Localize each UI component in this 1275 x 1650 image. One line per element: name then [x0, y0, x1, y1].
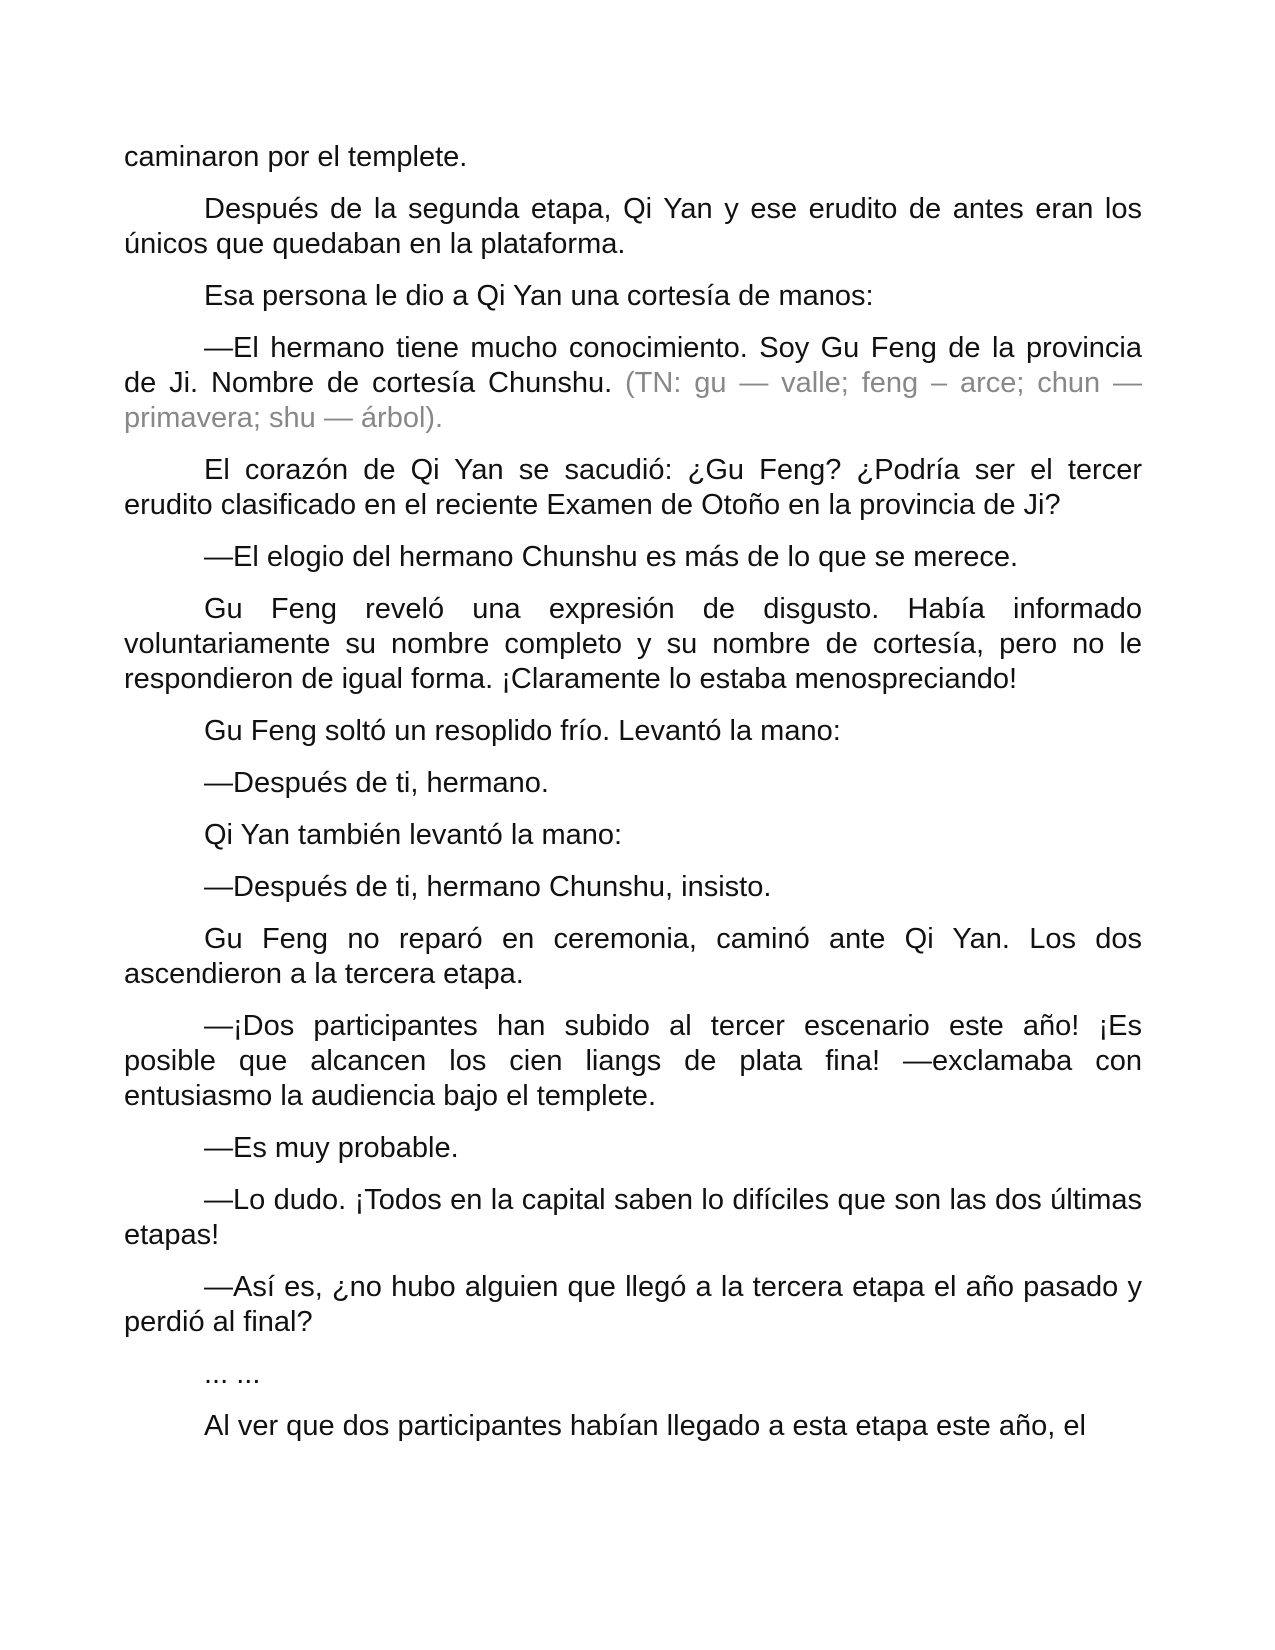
paragraph — [124, 766, 1142, 801]
paragraph-text: —Es muy probable. — [204, 1132, 459, 1164]
paragraph-text: —Después de ti, hermano. — [204, 767, 549, 799]
paragraph — [124, 453, 1142, 523]
paragraph — [124, 1131, 1142, 1166]
paragraph — [124, 1409, 1142, 1444]
paragraph — [124, 1270, 1142, 1340]
paragraph-text: Gu Feng reveló una expresión de disgusto. Había informado voluntariamente su nombre completo y su nombre de cortesía, pero no le respondieron de igual forma. ¡Claramente lo estaba menospreciando! — [124, 593, 1142, 695]
paragraph-text: —El elogio del hermano Chunshu es más de lo que se merece. — [204, 541, 1019, 573]
paragraph-text: El corazón de Qi Yan se sacudió: ¿Gu Feng? ¿Podría ser el tercer erudito clasificado en el reciente Examen de Otoño en la provincia de Ji? — [124, 454, 1142, 521]
paragraph-text: —El hermano tiene mucho conocimiento. Soy Gu Feng de la provincia de Ji. Nombre de cortesía Chunshu. — [124, 332, 1142, 399]
paragraph — [124, 592, 1142, 697]
paragraph — [124, 714, 1142, 749]
paragraph-text: —¡Dos participantes han subido al tercer escenario este año! ¡Es posible que alcancen los cien liangs de plata fina! —exclamaba con entusiasmo la audiencia bajo el templete. — [124, 1010, 1142, 1112]
paragraph — [124, 192, 1142, 262]
paragraph — [124, 1357, 1142, 1392]
paragraph-text: ... ... — [204, 1358, 261, 1390]
paragraph-text: Al ver que dos participantes habían llegado a esta etapa este año, el — [204, 1410, 1086, 1442]
paragraph — [124, 279, 1142, 314]
paragraph-text: Gu Feng no reparó en ceremonia, caminó ante Qi Yan. Los dos ascendieron a la tercera etapa. — [124, 923, 1142, 990]
paragraph — [124, 140, 1142, 175]
paragraph — [124, 331, 1142, 436]
paragraph-text: Gu Feng soltó un resoplido frío. Levantó la mano: — [204, 715, 841, 747]
paragraph — [124, 1009, 1142, 1114]
document-page — [124, 140, 1142, 1461]
paragraph-text: Después de la segunda etapa, Qi Yan y ese erudito de antes eran los únicos que quedaban en la plataforma. — [124, 193, 1142, 260]
paragraph-text: —Lo dudo. ¡Todos en la capital saben lo difíciles que son las dos últimas etapas! — [124, 1184, 1142, 1251]
paragraph-text: —Después de ti, hermano Chunshu, insisto. — [204, 871, 772, 903]
paragraph — [124, 818, 1142, 853]
paragraph — [124, 922, 1142, 992]
paragraph — [124, 870, 1142, 905]
translator-note: (TN: gu — valle; feng – arce; chun — primavera; shu — árbol). — [124, 367, 1142, 434]
paragraph-text: —Así es, ¿no hubo alguien que llegó a la tercera etapa el año pasado y perdió al final? — [124, 1271, 1142, 1338]
paragraph-text: caminaron por el templete. — [124, 141, 468, 173]
paragraph — [124, 1183, 1142, 1253]
paragraph — [124, 540, 1142, 575]
paragraph-text: Qi Yan también levantó la mano: — [204, 819, 623, 851]
paragraph-text: Esa persona le dio a Qi Yan una cortesía de manos: — [204, 280, 874, 312]
